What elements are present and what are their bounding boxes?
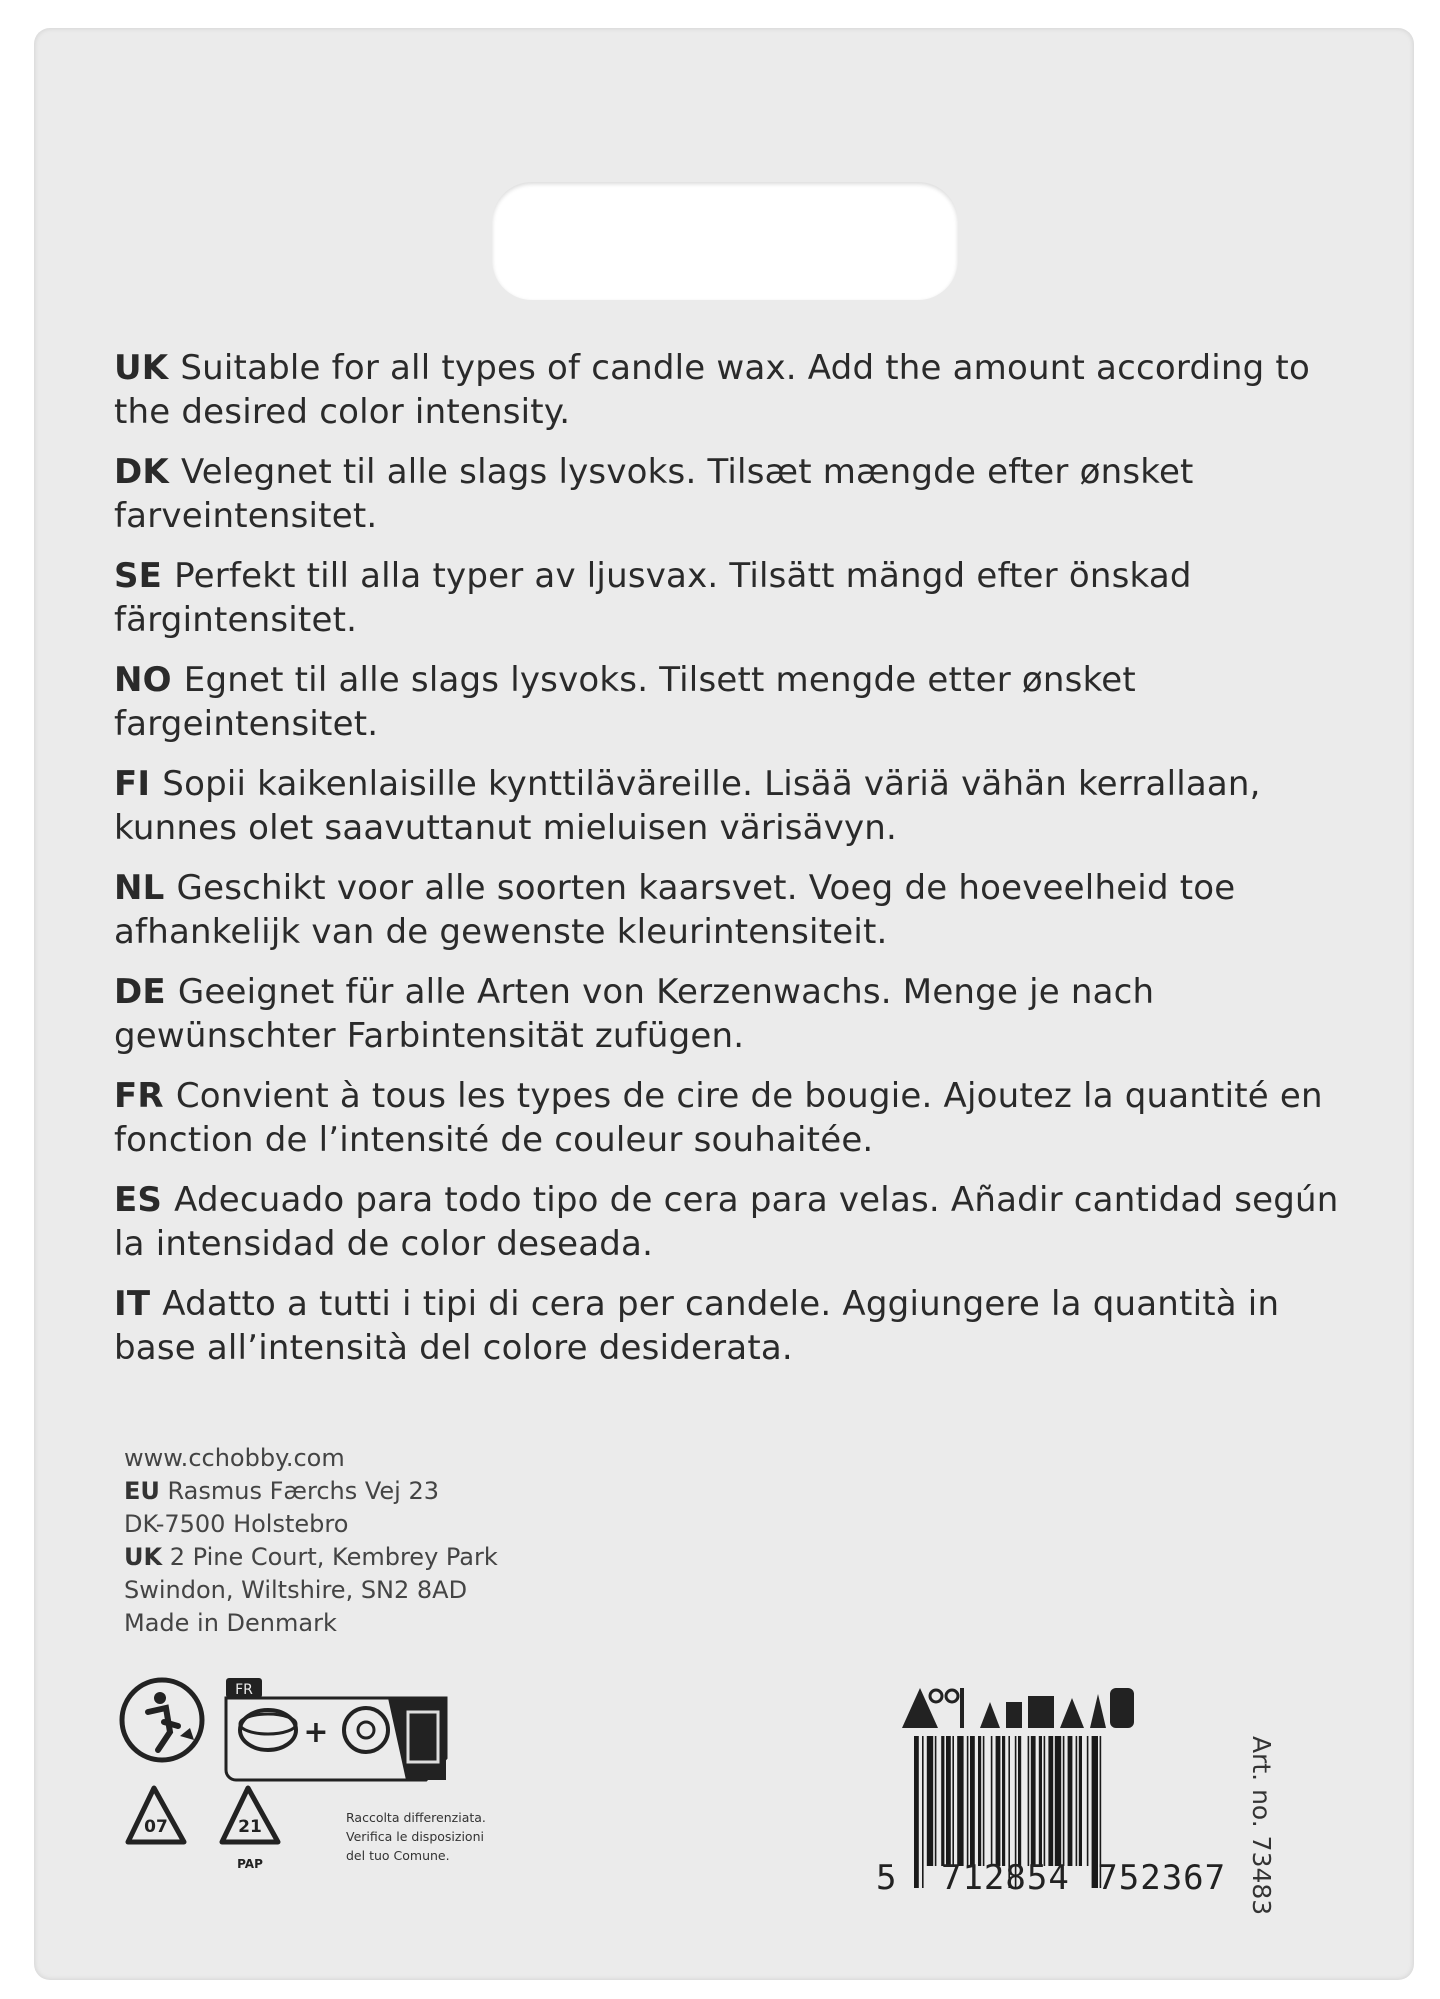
barcode-bar <box>1079 1736 1082 1866</box>
uk-address-line2: Swindon, Wiltshire, SN2 8AD <box>124 1576 468 1604</box>
instruction-text: Adecuado para todo tipo de cera para velas. Añadir cantidad según la intensidad de color deseada. <box>114 1180 1339 1264</box>
barcode-group2: 752367 <box>1097 1858 1227 1898</box>
instruction-text: Adatto a tutti i tipi di cera per candele. Aggiungere la quantità in base all’intensità del colore desiderata. <box>114 1284 1280 1368</box>
recycle-07-icon <box>128 1788 184 1842</box>
barcode-bar <box>1068 1736 1073 1866</box>
language-code: DK <box>114 452 169 492</box>
barcode-bar <box>1048 1736 1053 1866</box>
instruction-se <box>114 554 1344 642</box>
barcode-bar <box>1055 1736 1061 1866</box>
uk-label: UK <box>124 1543 163 1571</box>
barcode-bar <box>991 1736 993 1866</box>
recycling-note-line1: Raccolta differenziata. <box>346 1810 486 1825</box>
barcode-bar <box>1028 1736 1030 1866</box>
barcode-bar <box>957 1736 963 1866</box>
barcode-bar <box>935 1736 937 1866</box>
triman-fr-icon <box>226 1678 446 1780</box>
instruction-uk <box>114 346 1344 434</box>
craft-tools-icon <box>902 1688 1134 1728</box>
language-code: NO <box>114 660 172 700</box>
barcode-first-digit: 5 <box>876 1858 898 1898</box>
barcode-bar <box>1044 1736 1046 1866</box>
barcode-bar <box>978 1736 981 1866</box>
instruction-text: Egnet til alle slags lysvoks. Tilsett mengde etter ønsket fargeintensitet. <box>114 660 1136 744</box>
barcode-bar <box>983 1736 985 1866</box>
instruction-text: Geschikt voor alle soorten kaarsvet. Voeg de hoeveelheid toe afhankelijk van de gewenste kleurintensiteit. <box>114 868 1236 952</box>
barcode-bar <box>946 1736 951 1866</box>
barcode-bar <box>1002 1736 1005 1866</box>
language-code: NL <box>114 868 165 908</box>
barcode-number <box>876 1858 1226 1898</box>
website-link[interactable]: www.cchobby.com <box>124 1444 345 1472</box>
language-code: ES <box>114 1180 163 1220</box>
language-code: IT <box>114 1284 151 1324</box>
recycling-note-line2: Verifica le disposizioni <box>346 1829 484 1844</box>
language-code: FR <box>114 1076 164 1116</box>
barcode-bar <box>996 1736 1001 1866</box>
barcode <box>870 1688 1290 1938</box>
instruction-es <box>114 1178 1344 1266</box>
barcode-bar <box>1031 1736 1036 1866</box>
barcode-bar <box>1018 1736 1021 1866</box>
tidyman-recycle-icon <box>122 1680 202 1760</box>
barcode-group1: 712854 <box>940 1858 1070 1898</box>
barcode-bar <box>1063 1736 1065 1866</box>
code-07: 07 <box>144 1817 168 1837</box>
barcode-bar <box>967 1736 969 1866</box>
instruction-nl <box>114 866 1344 954</box>
uk-street: 2 Pine Court, Kembrey Park <box>169 1543 498 1571</box>
barcode-bar <box>927 1736 933 1866</box>
instructions <box>114 346 1344 1386</box>
language-code: DE <box>114 972 166 1012</box>
instruction-de <box>114 970 1344 1058</box>
made-in: Made in Denmark <box>124 1609 337 1637</box>
instruction-it <box>114 1282 1344 1370</box>
language-code: SE <box>114 556 163 596</box>
instruction-text: Suitable for all types of candle wax. Add the amount according to the desired color intensity. <box>114 348 1310 432</box>
instruction-text: Perfekt till alla typer av ljusvax. Tilsätt mängd efter önskad färgintensitet. <box>114 556 1192 640</box>
fr-label: FR <box>235 1682 253 1698</box>
eu-address-line2: DK-7500 Holstebro <box>124 1510 349 1538</box>
recycling-symbols <box>118 1672 558 1902</box>
code-21: 21 <box>238 1817 262 1837</box>
language-code: UK <box>114 348 169 388</box>
barcode-bar <box>1076 1736 1078 1866</box>
hang-hole <box>492 182 958 300</box>
article-number: Art. no. 73483 <box>1247 1736 1276 1916</box>
instruction-text: Velegnet til alle slags lysvoks. Tilsæt mængde efter ønsket farveintensitet. <box>114 452 1194 536</box>
barcode-bar <box>952 1736 954 1866</box>
language-code: FI <box>114 764 151 804</box>
instruction-fi <box>114 762 1344 850</box>
barcode-bar <box>1087 1736 1089 1866</box>
eu-label: EU <box>124 1477 160 1505</box>
instruction-text: Geeignet für alle Arten von Kerzenwachs. Menge je nach gewünschter Farbintensität zufügen. <box>114 972 1155 1056</box>
instruction-dk <box>114 450 1344 538</box>
barcode-bar <box>941 1736 944 1866</box>
recycling-note-line3: del tuo Comune. <box>346 1848 450 1863</box>
recycling-note <box>346 1808 536 1865</box>
barcode-bar <box>970 1736 975 1866</box>
barcode-bar <box>1039 1736 1042 1866</box>
recycle-21-pap-icon <box>222 1788 278 1871</box>
instruction-no <box>114 658 1344 746</box>
eu-address-line1 <box>124 1475 644 1508</box>
instruction-fr <box>114 1074 1344 1162</box>
company-address <box>124 1442 644 1640</box>
uk-address-line1 <box>124 1541 644 1574</box>
instruction-text: Convient à tous les types de cire de bougie. Ajoutez la quantité en fonction de l’intensité de couleur souhaitée. <box>114 1076 1323 1160</box>
eu-street: Rasmus Færchs Vej 23 <box>167 1477 440 1505</box>
pap-label: PAP <box>237 1857 263 1871</box>
instruction-text: Sopii kaikenlaisille kynttiläväreille. Lisää väriä vähän kerrallaan, kunnes olet saavuttanut mieluisen värisävyn. <box>114 764 1261 848</box>
plus-sign: + <box>303 1715 329 1750</box>
